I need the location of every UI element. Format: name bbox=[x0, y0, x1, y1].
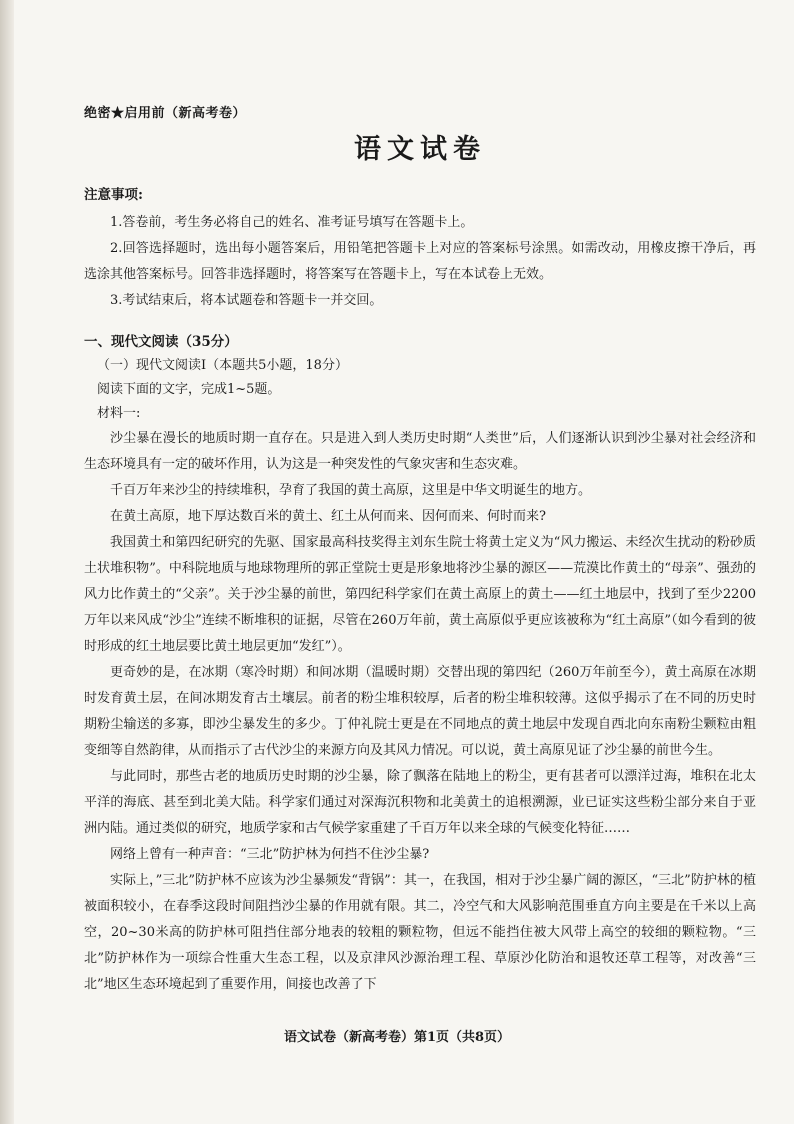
paragraph-7: 网络上曾有一种声音：“三北”防护林为何挡不住沙尘暴? bbox=[110, 847, 430, 862]
spacer bbox=[84, 314, 756, 330]
section-subtitle: （一）现代文阅读Ⅰ（本题共5小题，18分） bbox=[97, 358, 348, 373]
paragraph-2: 千百万年来沙尘的持续堆积，孕育了我国的黄土高原，这里是中华文明诞生的地方。 bbox=[110, 483, 592, 498]
paragraph-3: 在黄土高原，地下厚达数百米的黄土、红土从何而来、因何而来、何时而来? bbox=[110, 509, 546, 524]
paragraph-5: 更奇妙的是，在冰期（寒冷时期）和间冰期（温暖时期）交替出现的第四纪（260万年前至今），黄土高原在冰期时发育黄土层，在间冰期发育古土壤层。前者的粉尘堆积较厚，后者的粉尘堆积较薄。这似乎揭示了在不同的历史时期粉尘输送的多寡，即沙尘暴发生的多少。丁仲礼院士更是在不同地点的黄土地层中发现自西北向东南粉尘颗粒由粗变细等自然韵律，从而指示了古代沙尘的来源方向及其风力情况。可以说，黄土高原见证了沙尘暴的前世今生。 bbox=[84, 665, 756, 758]
section-instruction: 阅读下面的文字，完成1~5题。 bbox=[97, 382, 281, 397]
material-label: 材料一: bbox=[97, 406, 141, 421]
page-title: 语文试卷 bbox=[354, 134, 486, 165]
page-footer: 语文试卷（新高考卷）第1页（共8页） bbox=[283, 1030, 511, 1045]
notice-item-2: 2.回答选择题时，选出每小题答案后，用铅笔把答题卡上对应的答案标号涂黑。如需改动，用橡皮擦干净后，再选涂其他答案标号。回答非选择题时，将答案写在答题卡上，写在本试卷上无效。 bbox=[84, 241, 756, 282]
paragraph-1: 沙尘暴在漫长的地质时期一直存在。只是进入到人类历史时期“人类世”后，人们逐渐认识到沙尘暴对社会经济和生态环境具有一定的破坏作用，认为这是一种突发性的气象灾害和生态灾难。 bbox=[84, 431, 756, 472]
page-content bbox=[84, 104, 756, 998]
paragraph-4: 我国黄土和第四纪研究的先驱、国家最高科技奖得主刘东生院士将黄土定义为“风力搬运、未经次生扰动的粉砂质土状堆积物”。中科院地质与地球物理所的郭正堂院士更是形象地将沙尘暴的源区——荒漠比作黄土的“母亲”、强劲的风力比作黄土的“父亲”。关于沙尘暴的前世，第四纪科学家们在黄土高原上的黄土——红土地层中，找到了至少2200万年以来风成“沙尘”连续不断堆积的证据，尽管在260万年前，黄土高原似乎更应该被称为“红土高原”（如今看到的彼时形成的红土地层要比黄土地层更加“发红”）。 bbox=[84, 535, 756, 654]
paragraph-8: 实际上，”三北”防护林不应该为沙尘暴频发“背锅”：其一，在我国，相对于沙尘暴广阔的源区，“三北”防护林的植被面积较小，在春季这段时间阻挡沙尘暴的作用就有限。其二，冷空气和大风影响范围垂直方向主要是在千米以上高空，20~30米高的防护林可阻挡住部分地表的较粗的颗粒物，但远不能挡住被大风带上高空的较细的颗粒物。“三北”防护林作为一项综合性重大生态工程，以及京津风沙源治理工程、草原沙化防治和退牧还草工程等，对改善“三北”地区生态环境起到了重要作用，间接也改善了下 bbox=[84, 873, 756, 992]
section-title: 一、现代文阅读（35分） bbox=[84, 334, 238, 350]
notice-item-3: 3.考试结束后，将本试题卷和答题卡一并交回。 bbox=[110, 293, 383, 308]
confidential-label: 绝密★启用前（新高考卷） bbox=[84, 106, 247, 121]
paragraph-6: 与此同时，那些古老的地质历史时期的沙尘暴，除了飘落在陆地上的粉尘，更有甚者可以漂洋过海，堆积在北太平洋的海底、甚至到北美大陆。科学家们通过对深海沉积物和北美黄土的追根溯源，业已证实这些粉尘部分来自于亚洲内陆。通过类似的研究，地质学家和古气候学家重建了千百万年以来全球的气候变化特征…… bbox=[84, 769, 756, 836]
notice-item-1: 1.答卷前，考生务必将自己的姓名、准考证号填写在答题卡上。 bbox=[110, 215, 474, 230]
notice-heading: 注意事项: bbox=[84, 187, 143, 203]
scan-edge-shadow bbox=[0, 0, 14, 1124]
